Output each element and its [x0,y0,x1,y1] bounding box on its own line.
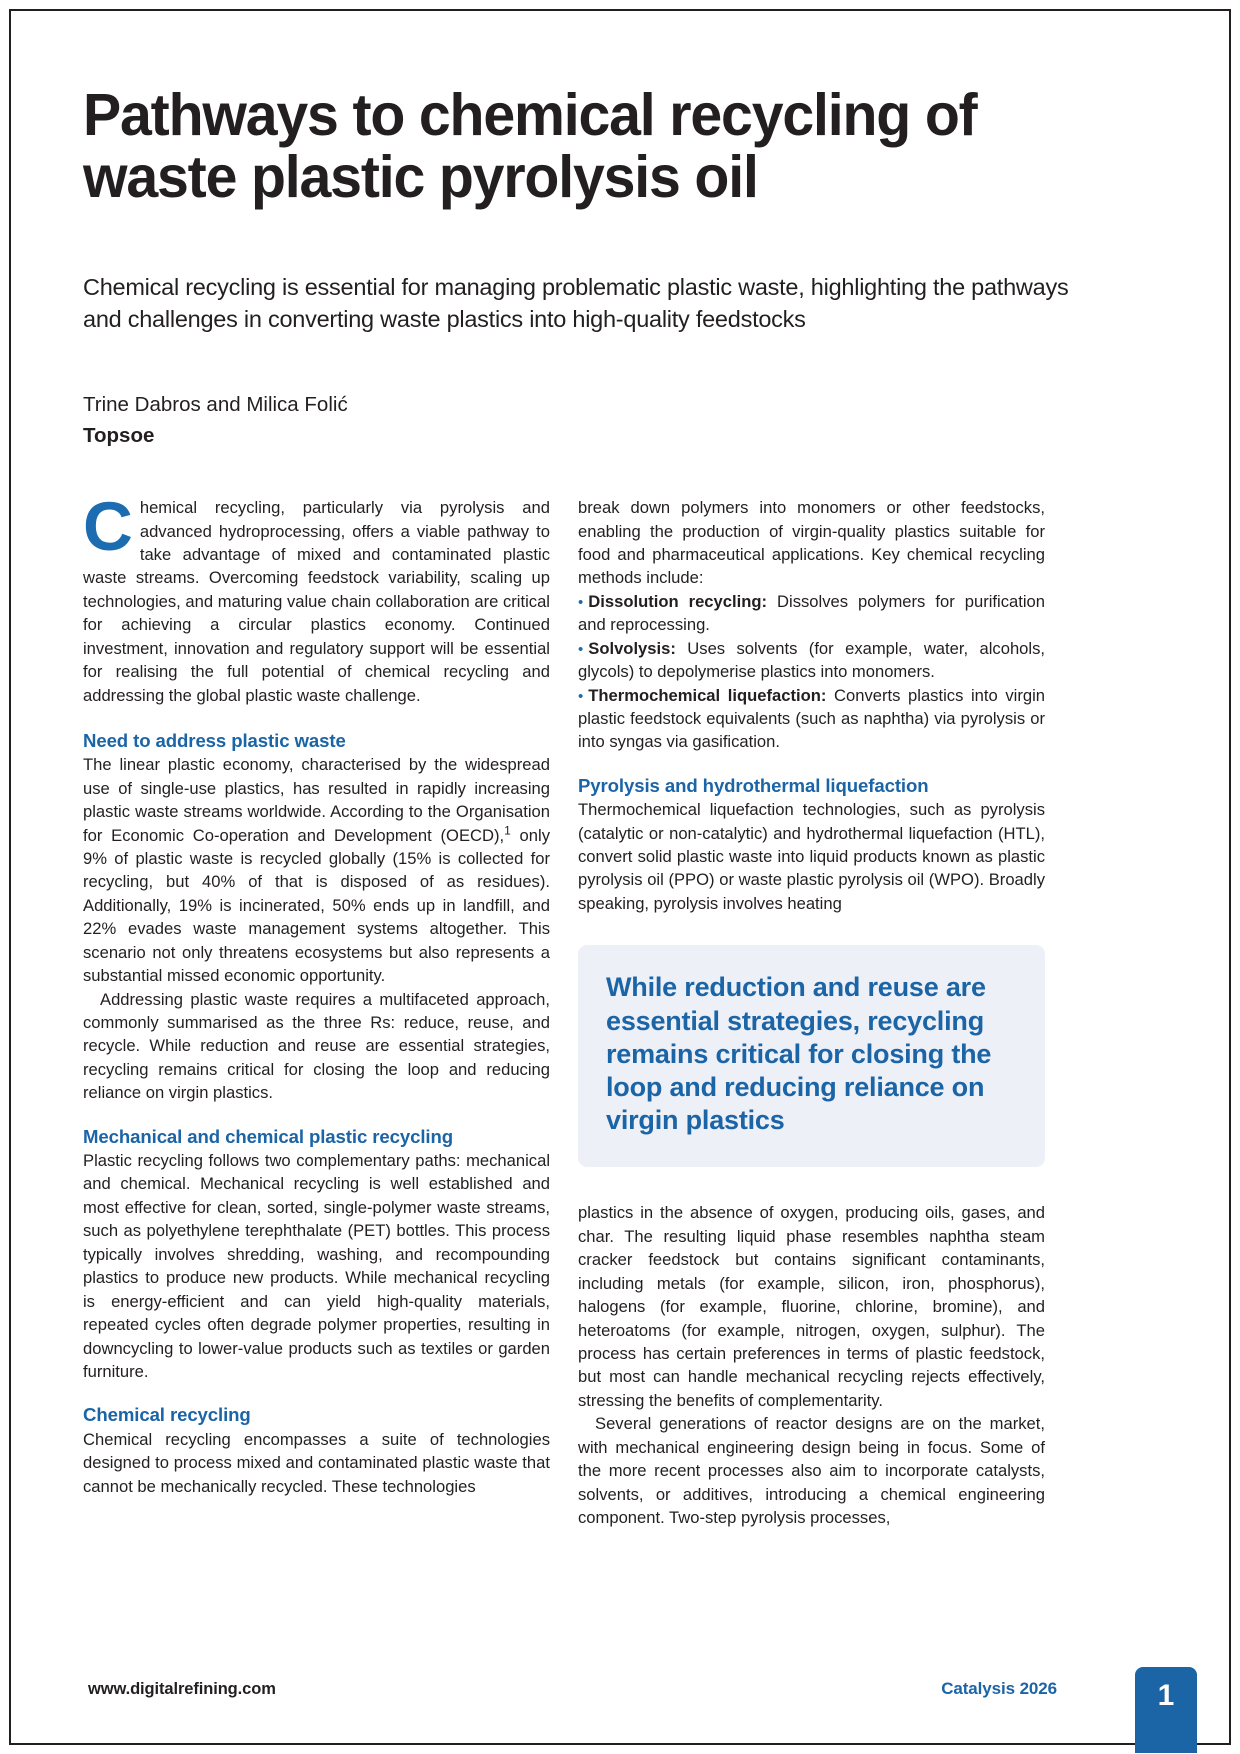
standfirst: Chemical recycling is essential for managing problematic plastic waste, highlighting the pathways and challenges in converting waste plastics into high-quality feedstocks [83,273,1069,333]
intro-text: hemical recycling, particularly via pyrolysis and advanced hydroprocessing, offers a viable pathway to take advantage of mixed and contaminated plastic waste streams. Overcoming feedstock variability, scaling up technologies, and maturing value chain collaboration are critical for achieving a circular plastics economy. Continued investment, innovation and regulatory support will be essential for realising the full potential of chemical recycling and addressing the global plastic waste challenge. [83,498,550,705]
oecd-text-before: The linear plastic economy, characterised by the widespread use of single-use plastics, has resulted in rapidly increasing plastic waste streams worldwide. According to the Organisation for Economic Co-operation and Development (OECD), [83,755,550,845]
heading-need-to-address-plastic-waste: Need to address plastic waste [83,730,346,751]
heading-mechanical-and-chemical-plastic-recycling: Mechanical and chemical plastic recycling [83,1125,453,1147]
bullet-text-2: Converts plastics into virgin plastic feedstock equivalents (such as naphtha) via pyrolysis or into syngas via gasification. [578,685,1045,752]
paragraph-oecd-stats [83,753,550,987]
bullet-text-1: Uses solvents (for example, water, alcohols, glycols) to depolymerise plastics into monomers. [578,638,1045,682]
paragraph-reactor-designs: Several generations of reactor designs are on the market, with mechanical engineering design being in focus. Some of the more recent processes also aim to incorporate catalysts, solvents, or additives, introducing a chemical engineering component. Two-step pyrolysis processes, [578,1414,1045,1527]
bullet-thermochemical-liquefaction [578,684,1045,754]
bullet-text-0: Dissolves polymers for purification and reprocessing. [578,591,1045,635]
author-company: Topsoe [83,424,155,448]
oecd-text-after: only 9% of plastic waste is recycled globally (15% is collected for recycling, but 40% of that is disposed of as residues). Additionally, 19% is incinerated, 50% ends up in landfill, and 22% evades waste management systems altogether. This scenario not only threatens ecosystems but also represents a substantial missed economic opportunity. [83,825,550,986]
page-title: Pathways to chemical recycling of waste plastic pyrolysis oil [83,82,977,210]
heading-chemical-recycling: Chemical recycling [83,1404,251,1426]
author-block [83,391,1161,450]
bullet-lead-2: Thermochemical liquefaction: [588,685,827,705]
paragraph-pyrolysis-htl: Thermochemical liquefaction technologies, such as pyrolysis (catalytic or non-catalytic) and hydrothermal liquefaction (HTL), convert solid plastic waste into liquid products known as plastic pyrolysis oil (PPO) or waste plastic pyrolysis oil (WPO). Broadly speaking, pyrolysis involves heating [578,800,1045,913]
bullet-dissolution-recycling [578,590,1045,637]
pull-quote-text: While reduction and reuse are essential strategies, recycling remains critical for closing the loop and reducing reliance on virgin plastics [606,972,992,1136]
drop-cap: C [83,488,133,566]
bullet-lead-0: Dissolution recycling: [588,591,768,611]
author-names: Trine Dabros and Milica Folić [83,392,348,416]
page-content [83,59,1161,1699]
paragraph-contaminants: plastics in the absence of oxygen, producing oils, gases, and char. The resulting liquid phase resembles naphtha steam cracker feedstock but contains significant contaminants, including metals (for example, silicon, iron, phosphorus), halogens (for example, fluorine, chlorine, bromine), and heteroatoms (for example, nitrogen, oxygen, sulphur). The process has certain preferences in terms of plastic feedstock, but most can handle mechanical recycling rejects effectively, stressing the benefits of complementarity. [578,1203,1045,1410]
pull-quote-box [578,945,1045,1167]
footer-issue-label: Catalysis 2026 [941,1679,1057,1698]
page-frame [9,9,1231,1745]
left-column [83,488,550,1529]
right-column [578,496,1045,1529]
bullet-dot-icon: • [578,593,584,611]
reference-marker: 1 [504,823,511,838]
paragraph-key-methods-intro: break down polymers into monomers or other feedstocks, enabling the production of virgin-quality plastics suitable for food and pharmaceutical applications. Key chemical recycling methods include: [578,498,1045,588]
page-number-badge: 1 [1135,1667,1197,1753]
paragraph-chemical-recycling: Chemical recycling encompasses a suite of technologies designed to process mixed and contaminated plastic waste that cannot be mechanically recycled. These technologies [83,1429,550,1496]
bullet-lead-1: Solvolysis: [588,638,676,658]
paragraph-three-rs: Addressing plastic waste requires a multifaceted approach, commonly summarised as the three Rs: reduce, reuse, and recycle. While reduction and reuse are essential strategies, recycling remains critical for closing the loop and reducing reliance on virgin plastics. [83,989,550,1103]
page-footer [83,1633,1175,1743]
paragraph-mechanical-recycling: Plastic recycling follows two complementary paths: mechanical and chemical. Mechanical recycling is well established and most effective for clean, sorted, single-polymer waste streams, such as polyethylene terephthalate (PET) bottles. This process typically involves shredding, washing, and recompounding plastics to produce new products. While mechanical recycling is energy-efficient and can yield high-quality materials, repeated cycles often degrade polymer properties, resulting in downcycling to lower-value products such as textiles or garden furniture. [83,1151,550,1381]
bullet-dot-icon: • [578,640,584,658]
bullet-solvolysis [578,637,1045,684]
heading-pyrolysis-and-hydrothermal-liquefaction: Pyrolysis and hydrothermal liquefaction [578,774,929,796]
footer-website-url[interactable]: www.digitalrefining.com [88,1680,276,1698]
bullet-dot-icon: • [578,687,584,705]
intro-paragraph [83,488,550,707]
article-columns [83,488,1161,1529]
